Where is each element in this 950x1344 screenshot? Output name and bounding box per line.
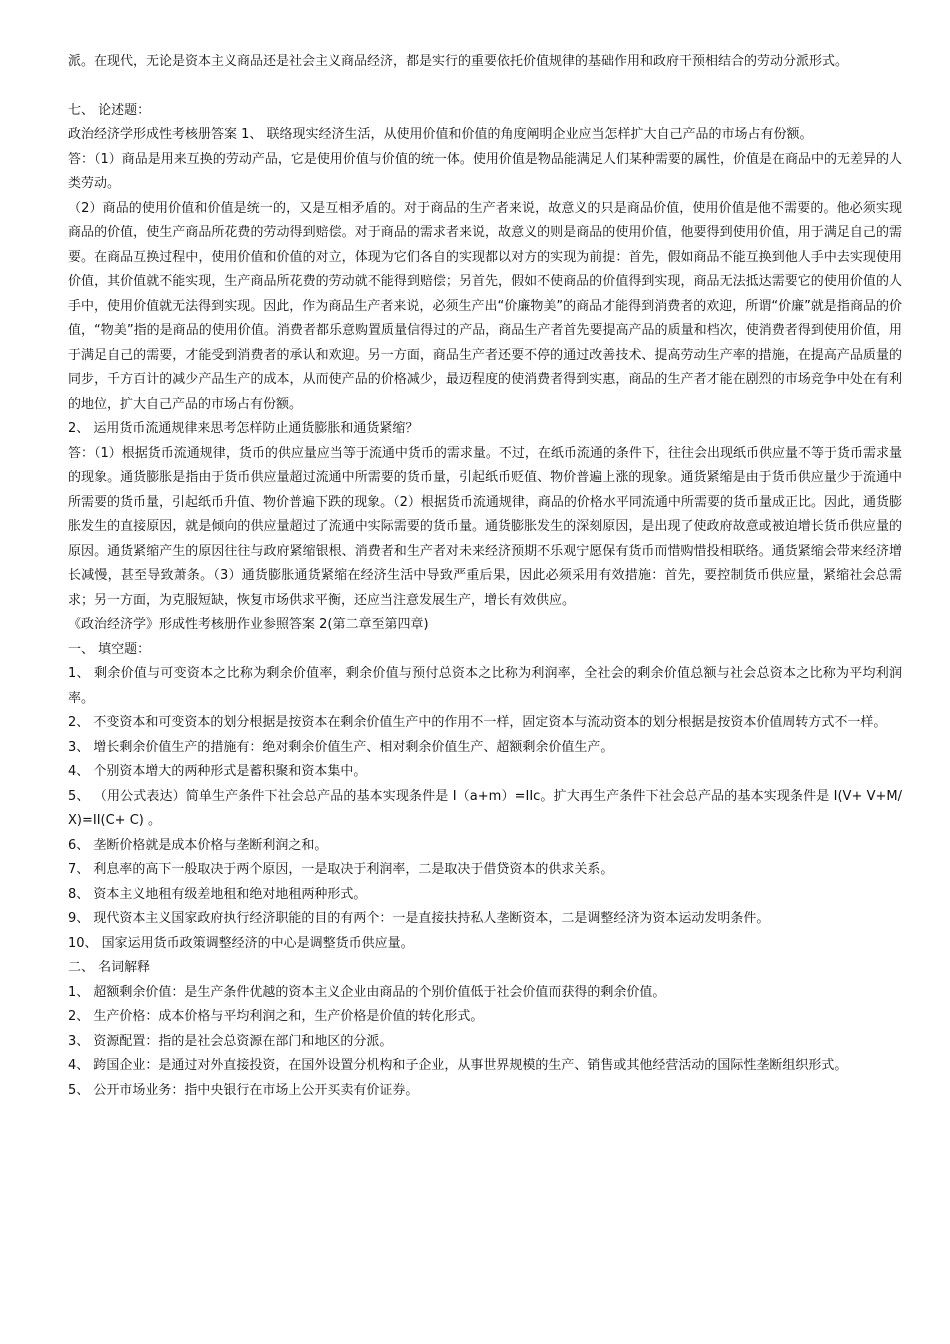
- fill-in-item-4: 4、 个别资本增大的两种形式是蓄积聚和资本集中。: [68, 764, 367, 779]
- question-2: 2、 运用货币流通规律来思考怎样防止通货膨胀和通货紧缩？: [68, 421, 419, 436]
- fill-in-item-7: 7、 利息率的高下一般取决于两个原因，一是取决于利润率，二是取决于借贷资本的供求关系。: [68, 862, 614, 877]
- fill-in-item-6: 6、 垄断价格就是成本价格与垄断利润之和。: [68, 837, 328, 853]
- term-item-4: 4、 跨国企业：是通过对外直接投资，在国外设置分机构和子企业，从事世界规模的生产、销售或其他经营活动的国际性垄断组织形式。: [68, 1058, 848, 1073]
- term-item-2: 2、 生产价格：成本价格与平均利润之和，生产价格是价值的转化形式。: [68, 1009, 484, 1024]
- fill-in-item-9: 9、 现代资本主义国家政府执行经济职能的目的有两个：一是直接扶持私人垄断资本，二是调整经济为资本运动发明条件。: [68, 911, 770, 926]
- term-item-5: 5、 公开市场业务：指中央银行在市场上公开买卖有价证券。: [68, 1082, 419, 1098]
- answer-2: 答：（1）根据货币流通规律，货币的供应量应当等于流通中货币的需求量。不过，在纸币流通的条件下，往往会出现纸币供应量不等于货币需求量的现象。通货膨胀是指由于货币供应量超过流通中所需要的货币量，引起纸币贬值、物价普遍上涨的现象。通货紧缩是由于货币供应量少于流通中所需要的货币量，引起纸币升值、物价普遍下跌的现象。（2）根据货币流通规律，商品的价格水平同流通中所需要的货币量成正比。因此，通货膨胀发生的直接原因，就是倾向的供应量超过了流通中实际需要的货币量。通货膨胀发生的深刻原因，是出现了使政府故意或被迫增长货币供应量的原因。通货紧缩产生的原因往往与政府紧缩银根、消费者和生产者对未来经济预期不乐观宁愿保有货币而惜购惜投相联络。通货紧缩会带来经济增长减慢，甚至导致萧条。（3）通货膨胀通货紧缩在经济生活中导致严重后果，因此必须采用有效措施：首先，要控制货币供应量，紧缩社会总需求；另一方面，为克服短缺，恢复市场供求平衡，还应当注意发展生产，增长有效供应。: [68, 445, 902, 608]
- blank-line: [68, 75, 902, 99]
- fill-in-item-10: 10、 国家运用货币政策调整经济的中心是调整货币供应量。: [68, 935, 414, 951]
- answer-1-part-2: （2）商品的使用价值和价值是统一的，又是互相矛盾的。对于商品的生产者来说，故意义的只是商品价值，使用价值是他不需要的。他必须实现商品的价值，使生产商品所花费的劳动得到赔偿。对于商品的需求者来说，故意义的则是商品的使用价值，他要得到使用价值，用于满足自己的需要。在商品互换过程中，使用价值和价值的对立，体现为它们各自的实现都以对方的实现为前提：首先，假如商品不能互换到他人手中去实现使用价值，其价值就不能实现，生产商品所花费的劳动就不能得到赔偿；另首先，假如不使商品的价值得到实现，商品无法抵达需要它的使用价值的人手中，使用价值就无法得到实现。因此，作为商品生产者来说，必须生产出“价廉物美”的商品才能得到消费者的欢迎，所谓“价廉”就是指商品的价值，“物美”指的是商品的使用价值。消费者都乐意购置质量信得过的产品，商品生产者首先要提高产品的质量和档次，使消费者得到使用价值，用于满足自己的需要，才能受到消费者的承认和欢迎。另一方面，商品生产者还要不停的通过改善技术、提高劳动生产率的措施，在提高产品质量的同步，千方百计的减少产品生产的成本，从而使产品的价格减少，最迈程度的使消费者得到实惠，商品的生产者才能在剧烈的市场竞争中处在有利的地位，扩大自己产品的市场占有份额。: [68, 200, 902, 412]
- fill-in-item-8: 8、 资本主义地租有级差地租和绝对地租两种形式。: [68, 886, 367, 902]
- section-heading-terms: 二、 名词解释: [68, 960, 151, 975]
- fill-in-item-5: 5、 （用公式表达）简单生产条件下社会总产品的基本实现条件是 I（a+m）=IIc。扩大再生产条件下社会总产品的基本实现条件是 I(V+ V+M/X)=II(C+ C) 。: [68, 788, 902, 828]
- fill-in-item-2: 2、 不变资本和可变资本的划分根据是按资本在剩余价值生产中的作用不一样，固定资本与流动资本的划分根据是按资本价值周转方式不一样。: [68, 715, 887, 730]
- assignment-title: 《政治经济学》形成性考核册作业参照答案 2(第二章至第四章): [68, 617, 429, 632]
- fill-in-item-3: 3、 增长剩余价值生产的措施有：绝对剩余价值生产、相对剩余价值生产、超额剩余价值生产。: [68, 739, 614, 755]
- answer-1-part-1: 答：（1）商品是用来互换的劳动产品，它是使用价值与价值的统一体。使用价值是物品能满足人们某种需要的属性，价值是在商品中的无差异的人类劳动。: [68, 151, 902, 191]
- section-heading-essay: 七、 论述题：: [68, 102, 151, 118]
- fill-in-item-1: 1、 剩余价值与可变资本之比称为剩余价值率，剩余价值与预付总资本之比称为利润率，全社会的剩余价值总额与社会总资本之比称为平均利润率。: [68, 666, 902, 706]
- question-1: 政治经济学形成性考核册答案 1、 联络现实经济生活，从使用价值和价值的角度阐明企业应当怎样扩大自己产品的市场占有份额。: [68, 127, 813, 142]
- term-item-3: 3、 资源配置：指的是社会总资源在部门和地区的分派。: [68, 1033, 393, 1049]
- term-item-1: 1、 超额剩余价值：是生产条件优越的资本主义企业由商品的个别价值低于社会价值而获得的剩余价值。: [68, 984, 666, 1000]
- section-heading-fill-in: 一、 填空题：: [68, 641, 151, 657]
- paragraph-continuation: 派。在现代，无论是资本主义商品还是社会主义商品经济，都是实行的重要依托价值规律的基础作用和政府干预相结合的劳动分派形式。: [68, 54, 849, 69]
